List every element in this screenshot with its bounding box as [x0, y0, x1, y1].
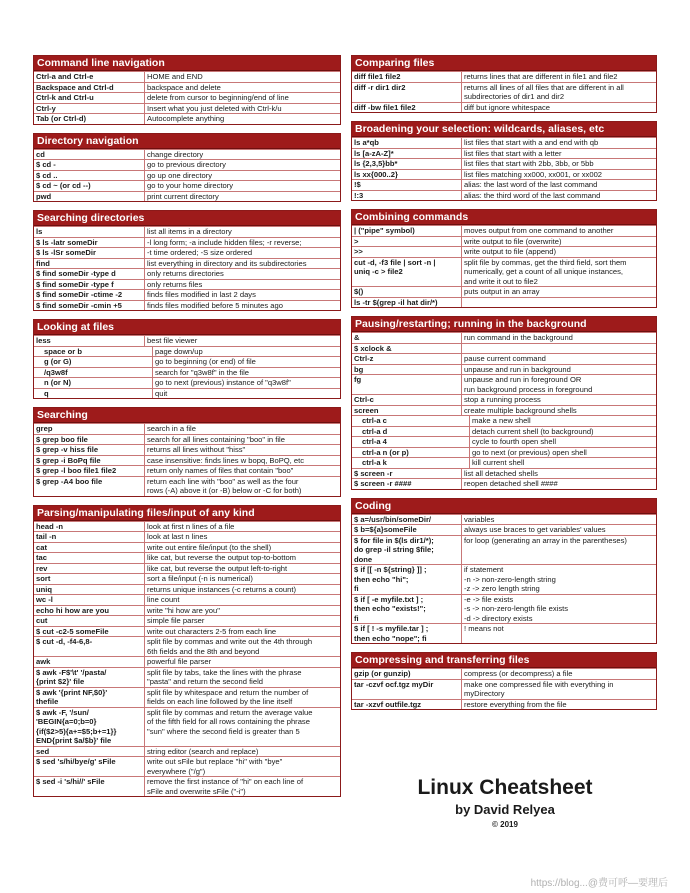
- command-cell: uniq: [36, 584, 53, 594]
- cheat-row: [34, 626, 340, 637]
- description-cell: list files matching xx000, xx001, or xx002: [461, 170, 656, 180]
- description-cell: write output to file (append): [461, 247, 656, 257]
- command-cell: gzip (or gunzip): [354, 669, 411, 678]
- section-compressing-and-transferring-files: [351, 652, 657, 710]
- description-cell: Insert what you just deleted with Ctrl-k/u: [144, 104, 340, 114]
- section-coding: [351, 498, 657, 645]
- section-header: Searching: [34, 408, 340, 423]
- cheat-row: [352, 426, 656, 437]
- section-header: Directory navigation: [34, 134, 340, 149]
- description-cell: list files that start with 2bb, 3bb, or 5bb: [461, 159, 656, 169]
- cheat-row: [34, 573, 340, 584]
- cheat-row: [34, 455, 340, 466]
- command-cell: !$: [354, 180, 361, 189]
- description-cell: only returns files: [144, 280, 340, 290]
- command-cell: bg: [354, 364, 364, 374]
- description-cell: look at last n lines: [144, 532, 340, 542]
- command-cell: $ find someDir -type d: [36, 269, 116, 278]
- cheat-row: [352, 468, 656, 479]
- description-cell: print current directory: [144, 192, 340, 202]
- cheat-row: [34, 289, 340, 300]
- description-cell: string editor (search and replace): [144, 747, 340, 757]
- command-cell: tac: [36, 553, 47, 562]
- command-cell: /q3w8f: [44, 367, 68, 377]
- command-cell: tail -n: [36, 532, 57, 541]
- cheat-row: [34, 615, 340, 626]
- description-cell: search in a file: [144, 424, 340, 434]
- command-cell: ctrl-a k: [362, 458, 387, 467]
- cheat-row: [34, 180, 340, 191]
- command-cell: ls {2,3,5}bb*: [354, 159, 398, 168]
- command-cell: sed: [36, 746, 50, 756]
- cheat-row: [34, 563, 340, 574]
- description-cell: finds files modified in last 2 days: [144, 290, 340, 300]
- description-cell: go to next (or previous) open shell: [469, 448, 656, 458]
- cheat-row: [352, 364, 656, 375]
- description-cell: delete from cursor to beginning/end of line: [144, 93, 340, 103]
- cheat-row: [352, 457, 656, 468]
- author-byline: by David Relyea: [455, 802, 555, 817]
- cheat-row: [352, 594, 656, 624]
- cheat-row: [352, 257, 656, 287]
- description-cell: remove the first instance of "hi" on each line of sFile and overwrite sFile ("-i"): [144, 777, 340, 796]
- description-cell: always use braces to get variables' values: [461, 525, 656, 535]
- cheat-row: [352, 394, 656, 405]
- description-cell: make a new shell: [469, 416, 656, 426]
- section-parsing-manipulating-files-input-of-any-kind: [33, 505, 341, 798]
- command-cell: ls a*qb: [354, 138, 379, 147]
- cheat-row: [34, 423, 340, 434]
- cheat-row: [34, 226, 340, 237]
- description-cell: go to your home directory: [144, 181, 340, 191]
- command-cell: rev: [36, 563, 48, 573]
- command-cell: $ cut -c2-5 someFile: [36, 626, 109, 636]
- description-cell: compress (or decompress) a file: [461, 669, 656, 679]
- cheat-row: [352, 415, 656, 426]
- description-cell: go to next (previous) instance of "q3w8f": [152, 378, 340, 388]
- cheat-row: [34, 552, 340, 563]
- cheat-row: [352, 169, 656, 180]
- description-cell: make one compressed file with everything in myDirectory: [461, 680, 656, 699]
- command-cell: $ if [ -e myfile.txt ] ; then echo "exists!"; fi: [354, 594, 426, 623]
- section-searching-directories: [33, 210, 341, 311]
- description-cell: detach current shell (to background): [469, 427, 656, 437]
- command-cell: diff -r dir1 dir2: [354, 82, 406, 92]
- description-cell: cycle to fourth open shell: [469, 437, 656, 447]
- description-cell: split file by whitespace and return the number of fields on each line followed by the line itself: [144, 688, 340, 707]
- description-cell: -l long form; -a include hidden files; -r reverse;: [144, 238, 340, 248]
- command-cell: tar -czvf ocf.tgz myDir: [354, 679, 434, 689]
- cheat-row: [352, 514, 656, 525]
- cheat-row: [352, 179, 656, 190]
- description-cell: for loop (generating an array in the parentheses): [461, 536, 656, 565]
- description-cell: search for all lines containing "boo" in file: [144, 435, 340, 445]
- description-cell: page down/up: [152, 347, 340, 357]
- command-cell: n (or N): [44, 378, 71, 387]
- cheat-row: [352, 137, 656, 148]
- description-cell: write output to file (overwrite): [461, 237, 656, 247]
- command-cell: $ xclock &: [354, 343, 392, 353]
- cheat-row: [352, 332, 656, 343]
- command-cell: $ cd -: [36, 160, 56, 169]
- cheat-row: [34, 113, 340, 124]
- cheat-row: [34, 707, 340, 746]
- command-cell: Tab (or Ctrl-d): [36, 114, 87, 123]
- description-cell: [461, 344, 656, 354]
- description-cell: alias: the last word of the last command: [461, 180, 656, 190]
- cheat-row: [34, 434, 340, 445]
- command-cell: $ find someDir -type f: [36, 279, 114, 289]
- left-column: [33, 55, 341, 805]
- cheat-row: [352, 82, 656, 102]
- description-cell: variables: [461, 515, 656, 525]
- section-header: Parsing/manipulating files/input of any kind: [34, 506, 340, 521]
- cheat-row: [352, 353, 656, 364]
- command-cell: $ if [ ! -s myfile.tar ] ; then echo "nope"; fi: [354, 624, 429, 643]
- description-cell: split file by commas and return the average value of the fifth field for all rows containing the phrase "sun" where the second field is greater than 5: [144, 708, 340, 746]
- description-cell: stop a running process: [461, 395, 656, 405]
- cheat-row: [34, 542, 340, 553]
- command-cell: wc -l: [36, 595, 53, 604]
- title-block: [380, 775, 630, 831]
- description-cell: split file by commas, get the third field, sort them numerically, get a count of all unique instances, and write it out to file2: [461, 258, 656, 287]
- cheat-row: [34, 584, 340, 595]
- command-cell: >>: [354, 247, 363, 256]
- command-cell: g (or G): [44, 357, 72, 366]
- command-cell: awk: [36, 657, 51, 666]
- description-cell: list files that start with a letter: [461, 149, 656, 159]
- description-cell: create multiple background shells: [461, 406, 656, 416]
- description-cell: backspace and delete: [144, 83, 340, 93]
- cheat-row: [34, 756, 340, 776]
- cheat-row: [34, 521, 340, 532]
- cheat-row: [352, 436, 656, 447]
- command-cell: $ sed -i 's/hi//' sFile: [36, 777, 105, 786]
- section-comparing-files: [351, 55, 657, 113]
- command-cell: space or b: [44, 346, 82, 356]
- cheat-row: [352, 343, 656, 354]
- right-column: [351, 55, 657, 718]
- cheat-row: [34, 667, 340, 687]
- cheat-row: [34, 377, 340, 388]
- cheat-row: [34, 82, 340, 93]
- cheat-row: [34, 444, 340, 455]
- command-cell: $ a=/usr/bin/someDir/: [354, 514, 432, 524]
- command-cell: $ sed 's/hi/bye/g' sFile: [36, 757, 116, 766]
- cheat-row: [352, 535, 656, 565]
- description-cell: puts output in an array: [461, 287, 656, 297]
- cheat-row: [352, 524, 656, 535]
- command-cell: !:3: [354, 190, 364, 200]
- command-cell: $ for file in $(ls dir1/*); do grep -il string $file; done: [354, 535, 434, 564]
- cheat-row: [34, 594, 340, 605]
- section-looking-at-files: [33, 319, 341, 399]
- command-cell: ls -tr $(grep -il hat dir/*): [354, 297, 438, 307]
- cheat-row: [352, 668, 656, 679]
- section-header: Coding: [352, 499, 656, 514]
- command-cell: $ cut -d, -f4-6,8-: [36, 637, 93, 646]
- description-cell: write out sFile but replace "hi" with "bye" everywhere ("/g"): [144, 757, 340, 776]
- command-cell: ctrl-a 4: [362, 437, 387, 446]
- command-cell: ctrl-a c: [362, 416, 387, 425]
- cheat-row: [352, 225, 656, 236]
- command-cell: Ctrl-a and Ctrl-e: [36, 72, 94, 81]
- cheat-row: [34, 746, 340, 757]
- cheat-row: [34, 149, 340, 160]
- watermark: https://blog...@费可呼—要理后: [530, 878, 668, 889]
- cheat-row: [352, 478, 656, 489]
- cheat-row: [34, 237, 340, 248]
- command-cell: Backspace and Ctrl-d: [36, 82, 114, 92]
- section-command-line-navigation: [33, 55, 341, 125]
- cheat-row: [34, 388, 340, 399]
- description-cell: simple file parser: [144, 616, 340, 626]
- command-cell: cd: [36, 149, 45, 159]
- description-cell: returns all lines of all files that are different in all subdirectories of dir1 and dir2: [461, 83, 656, 102]
- cheat-row: [34, 191, 340, 202]
- cheat-row: [34, 346, 340, 357]
- description-cell: moves output from one command to another: [461, 226, 656, 236]
- cheat-row: [352, 447, 656, 458]
- description-cell: returns all lines without "hiss": [144, 445, 340, 455]
- description-cell: split file by tabs, take the lines with the phrase "pasta" and return the second field: [144, 668, 340, 687]
- cheat-row: [34, 247, 340, 258]
- command-cell: diff file1 file2: [354, 72, 401, 81]
- description-cell: list all items in a directory: [144, 227, 340, 237]
- cheat-row: [352, 679, 656, 699]
- description-cell: like cat, but reverse the output top-to-bottom: [144, 553, 340, 563]
- command-cell: head -n: [36, 521, 64, 531]
- section-searching: [33, 407, 341, 497]
- cheat-row: [34, 356, 340, 367]
- cheat-row: [352, 405, 656, 416]
- description-cell: restore everything from the file: [461, 700, 656, 710]
- cheat-row: [352, 102, 656, 113]
- description-cell: returns unique instances (-c returns a count): [144, 585, 340, 595]
- cheat-row: [352, 374, 656, 394]
- command-cell: >: [354, 236, 359, 246]
- command-cell: Ctrl-y: [36, 103, 56, 113]
- description-cell: line count: [144, 595, 340, 605]
- cheat-row: [34, 159, 340, 170]
- cheat-row: [34, 279, 340, 290]
- description-cell: returns lines that are different in file1 and file2: [461, 72, 656, 82]
- cheat-row: [34, 300, 340, 311]
- command-cell: grep: [36, 424, 53, 433]
- command-cell: $ screen -r: [354, 468, 393, 478]
- cheat-row: [352, 71, 656, 82]
- copyright-notice: © 2019: [492, 820, 518, 829]
- command-cell: Ctrl-z: [354, 354, 374, 363]
- cheat-row: [34, 476, 340, 496]
- cheat-row: [34, 268, 340, 279]
- command-cell: less: [36, 336, 51, 345]
- cheat-row: [34, 71, 340, 82]
- section-header: Combining commands: [352, 210, 656, 225]
- command-cell: Ctrl-c: [354, 395, 374, 404]
- cheat-row: [34, 335, 340, 346]
- command-cell: $ find someDir -ctime -2: [36, 290, 123, 299]
- description-cell: Autocomplete anything: [144, 114, 340, 124]
- command-cell: $ screen -r ####: [354, 479, 412, 488]
- command-cell: cat: [36, 542, 47, 552]
- cheat-row: [352, 190, 656, 201]
- cheat-row: [34, 92, 340, 103]
- cheat-row: [34, 170, 340, 181]
- description-cell: write out entire file/input (to the shell): [144, 543, 340, 553]
- cheat-row: [34, 656, 340, 667]
- cheat-row: [34, 465, 340, 476]
- description-cell: kill current shell: [469, 458, 656, 468]
- cheat-row: [34, 367, 340, 378]
- command-cell: ctrl-a d: [362, 426, 388, 436]
- command-cell: cut -d, -f3 file | sort -n | uniq -c > file2: [354, 257, 436, 276]
- description-cell: go to beginning (or end) of file: [152, 357, 340, 367]
- section-header: Comparing files: [352, 56, 656, 71]
- command-cell: &: [354, 333, 360, 342]
- description-cell: finds files modified before 5 minutes ago: [144, 301, 340, 311]
- command-cell: sort: [36, 574, 51, 583]
- command-cell: fg: [354, 375, 362, 384]
- description-cell: -t time ordered; -S size ordered: [144, 248, 340, 258]
- cheat-row: [34, 776, 340, 796]
- section-header: Looking at files: [34, 320, 340, 335]
- description-cell: return each line with "boo" as well as the four rows (-A) above it (or -B) below or -C for both): [144, 477, 340, 496]
- description-cell: return only names of files that contain "boo": [144, 466, 340, 476]
- command-cell: q: [44, 388, 49, 398]
- description-cell: change directory: [144, 150, 340, 160]
- cheat-row: [34, 605, 340, 616]
- section-header: Compressing and transferring files: [352, 653, 656, 668]
- description-cell: case insensitive: finds lines w bopq, BoPQ, etc: [144, 456, 340, 466]
- cheat-row: [34, 258, 340, 269]
- description-cell: quit: [152, 389, 340, 399]
- command-cell: $ b=${a}someFile: [354, 525, 417, 534]
- description-cell: go up one directory: [144, 171, 340, 181]
- description-cell: list files that start with a and end with qb: [461, 138, 656, 148]
- description-cell: best file viewer: [144, 336, 340, 346]
- command-cell: ls: [36, 227, 43, 236]
- description-cell: like cat, but reverse the output left-to-right: [144, 564, 340, 574]
- description-cell: -e -> file exists -s -> non-zero-length file exists -d -> directory exists: [461, 595, 656, 624]
- description-cell: split file by commas and write out the 4th through 6th fields and the 8th and beyond: [144, 637, 340, 656]
- description-cell: [461, 298, 656, 308]
- cheat-row: [34, 636, 340, 656]
- description-cell: search for "q3w8f" in the file: [152, 368, 340, 378]
- description-cell: alias: the third word of the last command: [461, 191, 656, 201]
- cheat-row: [352, 236, 656, 247]
- description-cell: go to previous directory: [144, 160, 340, 170]
- description-cell: reopen detached shell ####: [461, 479, 656, 489]
- section-broadening-your-selection-wildcards-aliases-etc: [351, 121, 657, 201]
- cheat-row: [352, 286, 656, 297]
- section-pausing-restarting-running-in-the-background: [351, 316, 657, 490]
- section-combining-commands: [351, 209, 657, 308]
- cheat-row: [34, 103, 340, 114]
- command-cell: tar -xzvf outfile.tgz: [354, 699, 422, 709]
- description-cell: unpause and run in background: [461, 365, 656, 375]
- description-cell: HOME and END: [144, 72, 340, 82]
- command-cell: $ grep boo file: [36, 434, 88, 444]
- cheat-row: [352, 148, 656, 159]
- command-cell: $ cd ..: [36, 170, 58, 180]
- description-cell: pause current command: [461, 354, 656, 364]
- command-cell: cut: [36, 616, 48, 625]
- description-cell: list all detached shells: [461, 469, 656, 479]
- command-cell: screen: [354, 405, 379, 415]
- command-cell: ls [a-zA-Z]*: [354, 148, 394, 158]
- command-cell: pwd: [36, 191, 52, 201]
- cheat-row: [352, 564, 656, 594]
- cheat-row: [352, 623, 656, 643]
- description-cell: only returns directories: [144, 269, 340, 279]
- command-cell: diff -bw file1 file2: [354, 102, 416, 112]
- section-header: Broadening your selection: wildcards, aliases, etc: [352, 122, 656, 137]
- description-cell: run command in the background: [461, 333, 656, 343]
- command-cell: $ ls -latr someDir: [36, 237, 98, 247]
- command-cell: $ grep -l boo file1 file2: [36, 466, 117, 475]
- command-cell: find: [36, 258, 50, 268]
- description-cell: write out characters 2-5 from each line: [144, 627, 340, 637]
- page-title: Linux Cheatsheet: [417, 776, 593, 799]
- command-cell: echo hi how are you: [36, 605, 109, 615]
- section-directory-navigation: [33, 133, 341, 203]
- section-header: Searching directories: [34, 211, 340, 226]
- description-cell: list everything in directory and its subdirectories: [144, 259, 340, 269]
- cheat-row: [352, 297, 656, 308]
- description-cell: powerful file parser: [144, 657, 340, 667]
- command-cell: Ctrl-k and Ctrl-u: [36, 93, 94, 102]
- command-cell: $ ls -lSr someDir: [36, 248, 96, 257]
- command-cell: $ awk '{print NF,$0}' thefile: [36, 687, 108, 706]
- description-cell: unpause and run in foreground OR run background process in foreground: [461, 375, 656, 394]
- command-cell: | ("pipe" symbol): [354, 226, 415, 235]
- command-cell: ctrl-a n (or p): [362, 447, 409, 457]
- command-cell: $ if [[ -n ${string} ]] ; then echo "hi"; fi: [354, 565, 427, 593]
- description-cell: if statement -n -> non-zero-length string -z -> zero length string: [461, 565, 656, 594]
- command-cell: $ cd ~ (or cd --): [36, 181, 91, 190]
- cheat-row: [34, 531, 340, 542]
- cheat-row: [34, 687, 340, 707]
- cheat-row: [352, 246, 656, 257]
- description-cell: diff but ignore whitespace: [461, 103, 656, 113]
- description-cell: look at first n lines of a file: [144, 522, 340, 532]
- command-cell: $(): [354, 287, 364, 296]
- command-cell: $ find someDir -cmin +5: [36, 300, 122, 310]
- description-cell: sort a file/input (-n is numerical): [144, 574, 340, 584]
- section-header: Command line navigation: [34, 56, 340, 71]
- command-cell: $ grep -v hiss file: [36, 445, 99, 454]
- command-cell: $ awk -F$'\t' '/pasta/ {print $2}' file: [36, 667, 107, 686]
- description-cell: write "hi how are you": [144, 606, 340, 616]
- command-cell: ls xx{000..2}: [354, 169, 398, 179]
- command-cell: $ awk -F, '/sun/ 'BEGIN{a=0;b=0} {if($2>5){a+=$5;b+=1}} END{print $a/$b}' file: [36, 707, 117, 745]
- cheat-row: [352, 699, 656, 710]
- command-cell: $ grep -A4 boo file: [36, 476, 103, 486]
- description-cell: ! means not: [461, 624, 656, 643]
- section-header: Pausing/restarting; running in the background: [352, 317, 656, 332]
- cheat-row: [352, 158, 656, 169]
- command-cell: $ grep -i BoPq file: [36, 455, 101, 465]
